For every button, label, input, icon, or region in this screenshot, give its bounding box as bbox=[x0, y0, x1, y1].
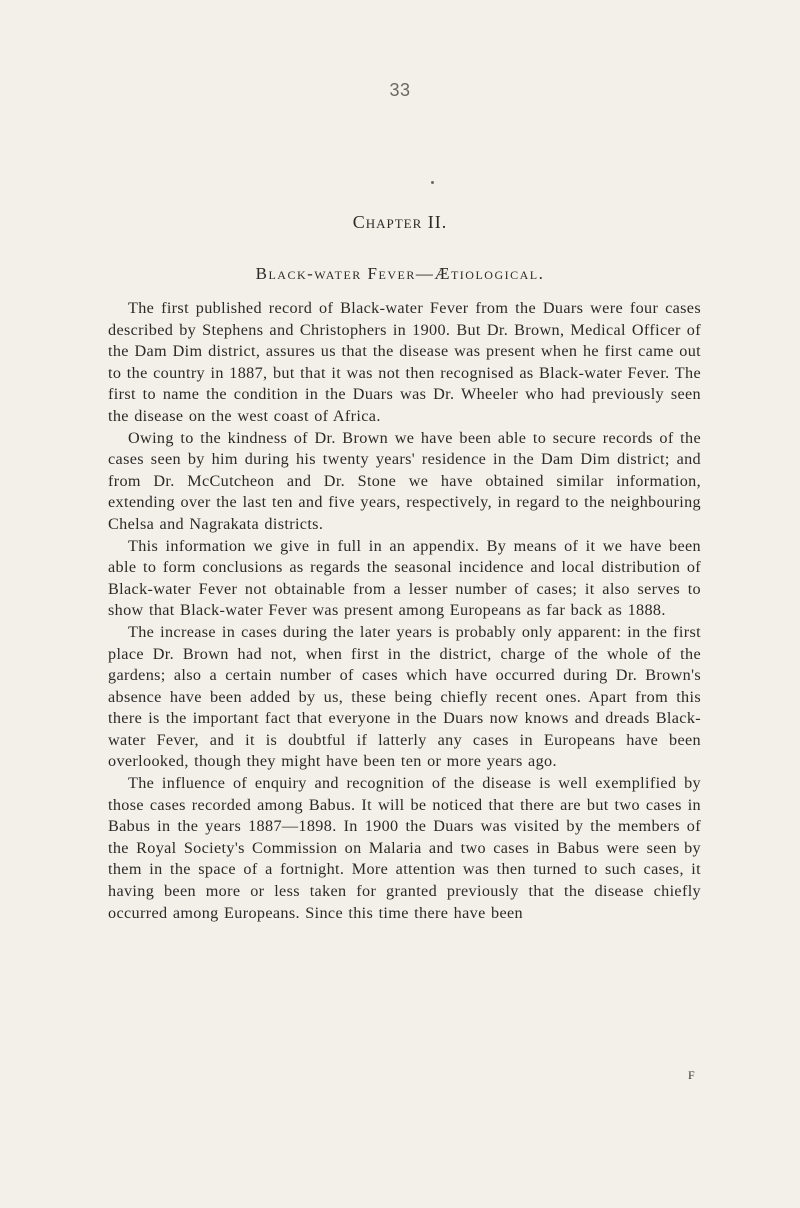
section-heading: Black-water Fever—Ætiological. bbox=[255, 264, 545, 283]
paragraph: Owing to the kindness of Dr. Brown we have been able to secure records of the cases seen by him during his twenty years' residence in the Dam Dim district; and from Dr. McCutcheon and Dr. Stone we have obtained similar information, extending over the last ten and five years, respectively, in regard to the neighbouring Chelsa and Nagrakata districts. bbox=[108, 428, 701, 533]
page-number: 33 bbox=[389, 80, 411, 100]
paragraph: The increase in cases during the later years is probably only apparent: in the first place Dr. Brown had not, when first in the district, charge of the whole of the gardens; also a certain number of cases which have occurred during Dr. Brown's absence have been added by us, these being chiefly recent ones. Apart from this there is the important fact that everyone in the Duars now knows and dreads Black-water Fever, and it is doubtful if latterly any cases in Europeans have been overlooked, though they might have been ten or more years ago. bbox=[108, 622, 701, 771]
paragraph: The first published record of Black-water Fever from the Duars were four cases described by Stephens and Christophers in 1900. But Dr. Brown, Medical Officer of the Dam Dim district, assures us that the disease was present when he first came out to the country in 1887, but that it was not then recognised as Black-water Fever. The first to name the condition in the Duars was Dr. Wheeler who had previously seen the disease on the west coast of Africa. bbox=[108, 299, 701, 425]
paragraph: The influence of enquiry and recognition of the disease is well exemplified by those cases recorded among Babus. It will be noticed that there are but two cases in Babus in the years 1887—1898. In 1900 the Duars was visited by the members of the Royal Society's Commission on Malaria and two cases in Babus were seen by them in the space of a fortnight. More attention was then turned to such cases, it having been more or less taken for granted previously that the disease chiefly occurred among Europeans. Since this time there have been bbox=[108, 774, 701, 922]
print-mark bbox=[431, 181, 434, 184]
body-text bbox=[108, 298, 701, 924]
signature-mark: F bbox=[688, 1068, 696, 1082]
paragraph: This information we give in full in an appendix. By means of it we have been able to form conclusions as regards the seasonal incidence and local distribution of Black-water Fever not obtainable from a lesser number of cases; it also serves to show that Black-water Fever was present among Europeans as far back as 1888. bbox=[108, 536, 701, 620]
chapter-heading: Chapter II. bbox=[352, 212, 448, 232]
